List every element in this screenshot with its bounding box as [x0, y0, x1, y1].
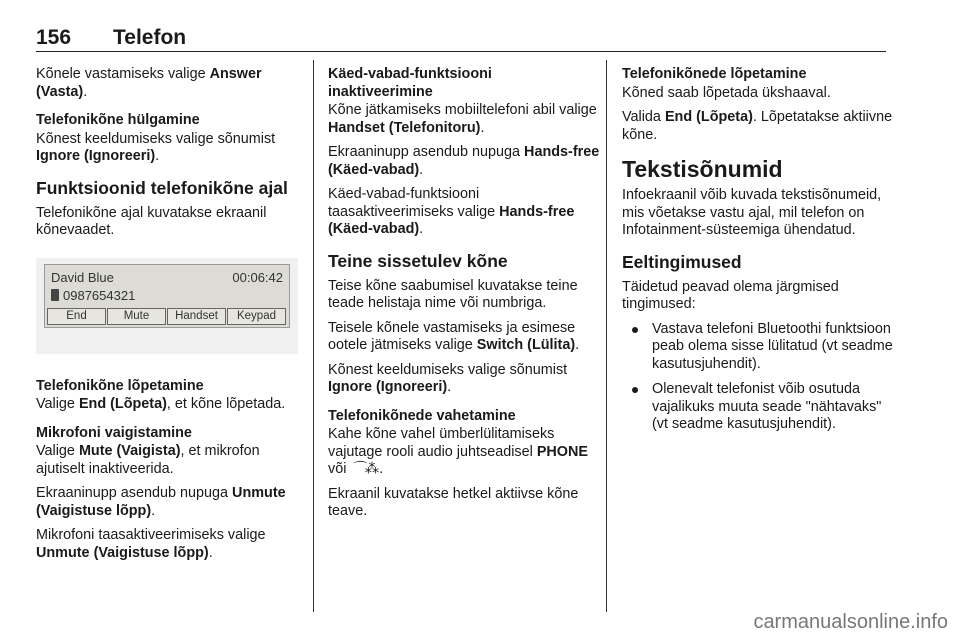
- column-divider-1: [313, 60, 314, 612]
- handsfree-paragraph-1: Kõne jätkamiseks mobiiltelefoni abil valige Handset (Telefonitoru).: [328, 102, 597, 136]
- softkey-bar: [47, 308, 287, 325]
- switch-calls-paragraph-2: Ekraanil kuvatakse hetkel aktiivse kõne teave.: [328, 485, 579, 519]
- softkey-handset: Handset: [167, 308, 226, 325]
- column-1: [36, 66, 308, 569]
- mobile-phone-icon: [51, 289, 59, 301]
- reject-heading: Telefonikõne hülgamine: [36, 112, 200, 128]
- second-call-paragraph-3: Kõnest keeldumiseks valige sõnumist Ignore (Ignoreeri).: [328, 361, 568, 395]
- mute-heading: Mikrofoni vaigistamine: [36, 424, 192, 441]
- softkey-mute: Mute: [107, 308, 166, 325]
- answer-paragraph: Kõnele vastamiseks valige Answer (Vasta).: [36, 66, 262, 100]
- end-call-heading: Telefonikõne lõpetamine: [36, 377, 204, 394]
- switch-calls-heading: Telefonikõnede vahetamine: [328, 407, 516, 424]
- functions-heading: Funktsioonid telefonikõne ajal: [36, 177, 288, 198]
- watermark: carmanualsonline.info: [753, 611, 948, 633]
- column-divider-2: [606, 60, 607, 612]
- sms-heading: Tekstisõnumid: [622, 156, 783, 182]
- call-view-illustration: [36, 258, 298, 354]
- page-number: 156: [36, 26, 72, 49]
- handsfree-paragraph-3: Käed-vabad-funktsiooni taasaktiveerimiseks valige Hands-free (Käed-vabad).: [328, 186, 575, 237]
- mute-paragraph: Valige Mute (Vaigista), et mikrofon ajutiselt inaktiveerida.: [36, 443, 260, 477]
- call-duration: 00:06:42: [232, 269, 283, 285]
- end-calls-paragraph-1: Kõned saab lõpetada ükshaaval.: [622, 84, 831, 101]
- unmute-paragraph-2: Mikrofoni taasaktiveerimiseks valige Unmute (Vaigistuse lõpp).: [36, 527, 266, 561]
- list-item: Vastava telefoni Bluetoothi funktsioon peab olema sisse lülitatud (vt seadme kasutusjuhendit).: [622, 321, 894, 374]
- unmute-paragraph-1: Ekraaninupp asendub nupuga Unmute (Vaigistuse lõpp).: [36, 485, 286, 519]
- page-title: Telefon: [113, 26, 187, 49]
- prerequisites-list: [622, 321, 894, 434]
- softkey-keypad: Keypad: [227, 308, 286, 325]
- prerequisites-heading: Eeltingimused: [622, 251, 742, 272]
- switch-calls-paragraph-1: Kahe kõne vahel ümberlülitamiseks vajutage rooli audio juhtseadisel PHONE või ⌒⁂.: [328, 426, 588, 477]
- column-3: [622, 66, 894, 442]
- end-call-paragraph: Valige End (Lõpeta), et kõne lõpetada.: [36, 396, 286, 412]
- caller-number: 0987654321: [63, 287, 136, 303]
- handsfree-paragraph-2: Ekraaninupp asendub nupuga Hands-free (Käed-vabad).: [328, 144, 600, 178]
- end-calls-paragraph-2: Valida End (Lõpeta). Lõpetatakse aktiivne kõne.: [622, 109, 893, 143]
- page-header: [36, 26, 886, 52]
- list-item: Olenevalt telefonist võib osutuda vajalikuks muuta seade "nähtavaks" (vt seadme kasutusjuhendit).: [622, 381, 894, 434]
- caller-name: David Blue: [51, 269, 114, 285]
- second-call-paragraph-2: Teisele kõnele vastamiseks ja esimese ootele jätmiseks valige Switch (Lülita).: [328, 319, 580, 353]
- handsfree-heading: Käed-vabad-funktsiooni inaktiveerimine: [328, 66, 492, 100]
- end-calls-heading: Telefonikõnede lõpetamine: [622, 66, 807, 82]
- functions-paragraph: Telefonikõne ajal kuvatakse ekraanil kõnevaadet.: [36, 204, 267, 238]
- sms-paragraph: Infoekraanil võib kuvada tekstisõnumeid, mis võetakse vastu ajal, mil telefon on Infotainment-süsteemiga ühendatud.: [622, 187, 882, 238]
- second-call-paragraph-1: Teise kõne saabumisel kuvatakse teine teade helistaja nime või numbriga.: [328, 277, 578, 311]
- prerequisites-paragraph: Täidetud peavad olema järgmised tingimused:: [622, 278, 839, 312]
- call-screen: [44, 264, 290, 328]
- reject-paragraph: Kõnest keeldumiseks valige sõnumist Ignore (Ignoreeri).: [36, 130, 276, 164]
- softkey-end: End: [47, 308, 106, 325]
- header-rule: [36, 51, 886, 52]
- steering-phone-icon: ⌒⁂: [350, 461, 380, 477]
- column-2: [328, 66, 600, 528]
- second-call-heading: Teine sissetulev kõne: [328, 250, 508, 271]
